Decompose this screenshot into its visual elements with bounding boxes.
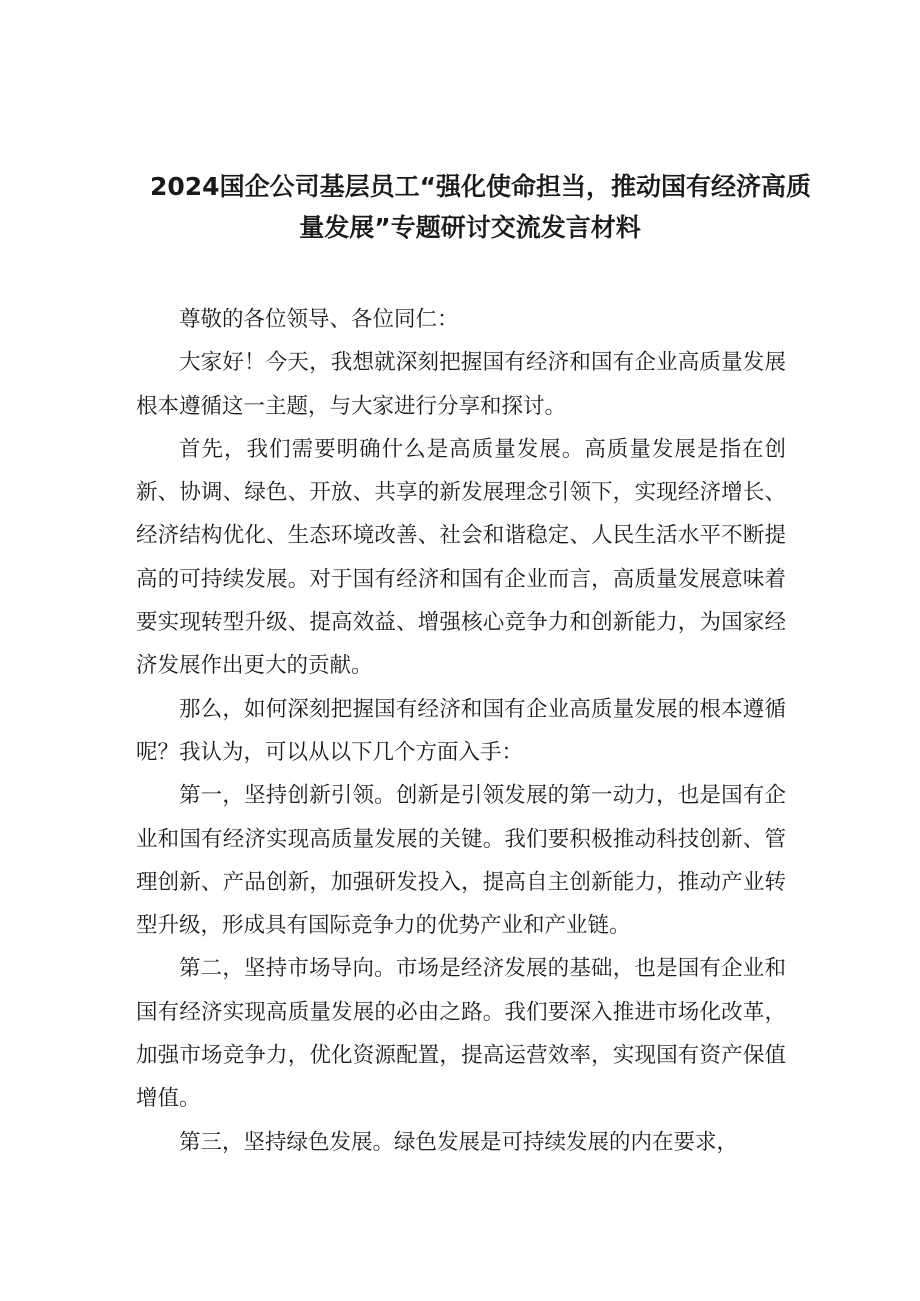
greeting: 尊敬的各位领导、各位同仁： xyxy=(179,307,459,332)
title-line-1: 2024国企公司基层员工“强化使命担当，推动国有经济高质 xyxy=(150,172,812,201)
paragraph-2: 首先，我们需要明确什么是高质量发展。高质量发展是指在创新、协调、绿色、开放、共享的新发展理念引领下，实现经济增长、经济结构优化、生态环境改善、社会和谐稳定、人民生活水平不断提高的可持续发展。对于国有经济和国有企业而言，高质量发展意味着要实现转型升级、提高效益、增强核心竞争力和创新能力，为国家经济发展作出更大的贡献。 xyxy=(136,436,786,679)
paragraph-4: 第一，坚持创新引领。创新是引领发展的第一动力，也是国有企业和国有经济实现高质量发展的关键。我们要积极推动科技创新、管理创新、产品创新，加强研发投入，提高自主创新能力，推动产业转型升级，形成具有国际竞争力的优势产业和产业链。 xyxy=(136,783,786,939)
paragraph-3: 那么，如何深刻把握国有经济和国有企业高质量发展的根本遵循呢？我认为，可以从以下几个方面入手： xyxy=(136,696,786,765)
document-body xyxy=(136,298,786,1164)
paragraph-6: 第三，坚持绿色发展。绿色发展是可持续发展的内在要求， xyxy=(179,1129,739,1155)
paragraph-5: 第二，坚持市场导向。市场是经济发展的基础，也是国有企业和国有经济实现高质量发展的必由之路。我们要深入推进市场化改革，加强市场竞争力，优化资源配置，提高运营效率，实现国有资产保值增值。 xyxy=(136,956,786,1112)
title-line-2: 量发展”专题研讨交流发言材料 xyxy=(299,213,641,242)
document-title xyxy=(150,166,812,248)
paragraph-1: 大家好！今天，我想就深刻把握国有经济和国有企业高质量发展根本遵循这一主题，与大家进行分享和探讨。 xyxy=(136,350,786,419)
